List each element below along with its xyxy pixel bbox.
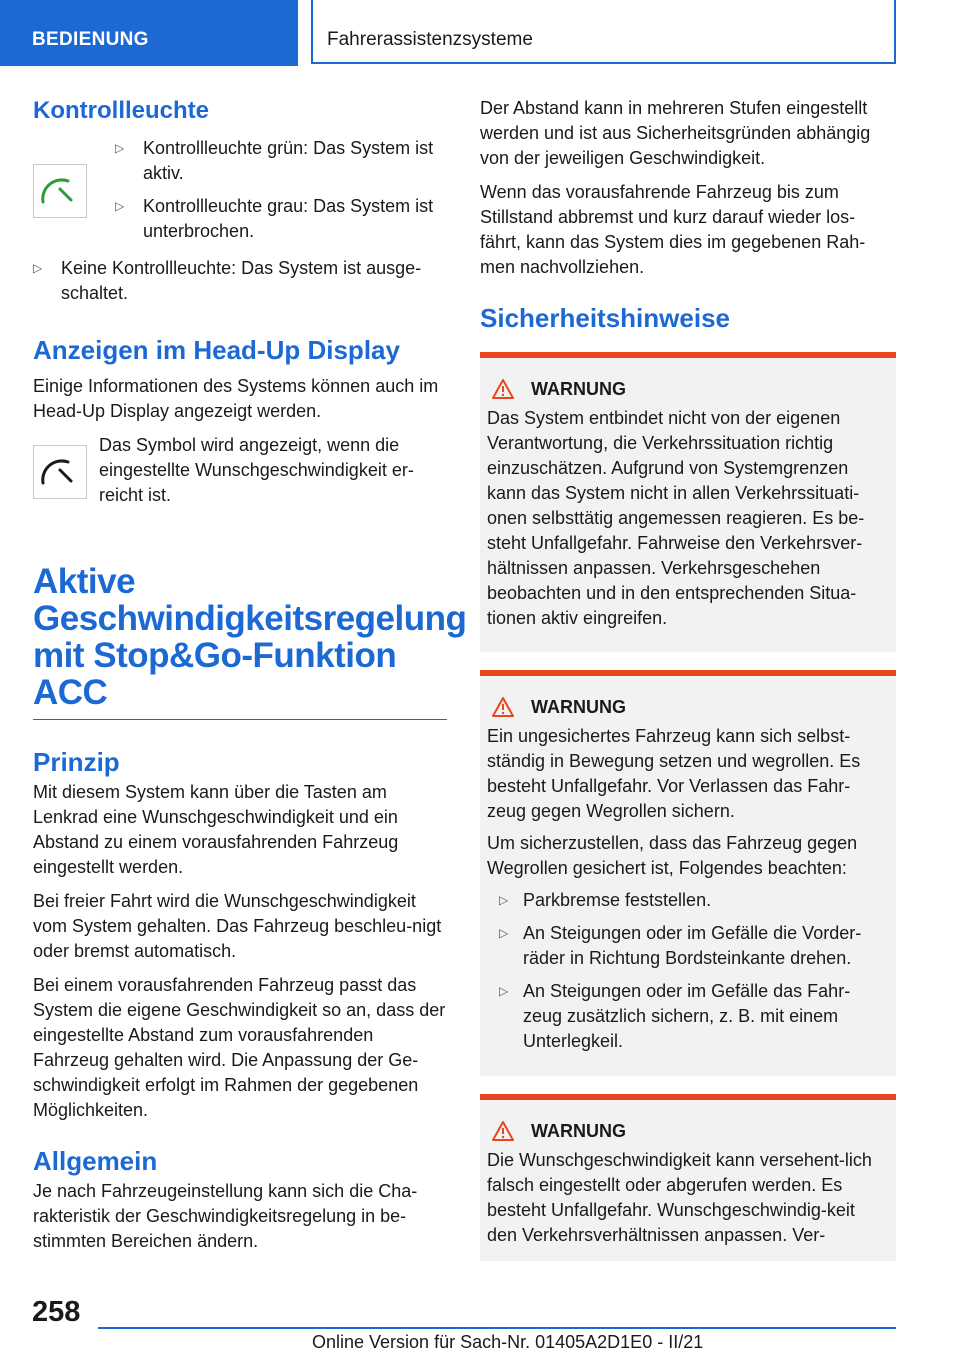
kontrollleuchte-heading: Kontrollleuchte: [33, 97, 210, 124]
list-item: ▷ An Steigungen oder im Gefälle die Vorder-räder in Richtung Bordsteinkante drehen.: [499, 923, 862, 968]
list-item: ▷ Kontrollleuchte grau: Das System ist unterbrochen.: [115, 196, 434, 241]
prinzip-paragraph: Mit diesem System kann über die Tasten am Lenkrad eine Wunschgeschwindigkeit und ein Abstand zu einem vorausfahrenden Fahrzeug eingestellt werden.: [33, 782, 399, 877]
warning-title: WARNUNG: [531, 696, 626, 717]
right-column: [480, 96, 896, 1279]
acc-title: Aktive Geschwindigkeitsregelung mit Stop&Go-Funktion ACC: [33, 563, 447, 720]
hud-heading: Anzeigen im Head-Up Display: [33, 335, 400, 365]
hud-icon-text: Das Symbol wird angezeigt, wenn die eingestellte Wunschgeschwindigkeit er-reicht ist.: [99, 435, 414, 505]
warning-title: WARNUNG: [531, 1120, 626, 1141]
right-paragraph: Der Abstand kann in mehreren Stufen eingestellt werden und ist aus Sicherheitsgründen abhängig von der jeweiligen Geschwindigkeit.: [480, 98, 871, 168]
left-column: [33, 96, 467, 1263]
prinzip-paragraph: Bei einem vorausfahrenden Fahrzeug passt das System die eigene Geschwindigkeit so an, dass der eingestellte Abstand zum vorausfahrenden Fahrzeug gehalten wird. Die Anpassung der Ge-schwindigkeit erfolgt im Rahmen der gegebenen Möglichkeiten.: [33, 975, 446, 1120]
hud-text: Einige Informationen des Systems können auch im Head-Up Display angezeigt werden.: [33, 376, 439, 421]
gauge-green-icon: [33, 164, 87, 218]
sicherheit-heading: Sicherheitshinweise: [480, 303, 730, 333]
warning-text: Das System entbindet nicht von der eigenen Verantwortung, die Verkehrssituation richtig einzuschätzen. Aufgrund von Systemgrenzen kann das System nicht in allen Verkehrssituati-onen selbsttätig angemessen reagieren. Es be-steht Unfallgefahr. Fahrweise den Verkehrsver-hältnissen anpassen. Verkehrsgeschehen beobachten und in den entsprechenden Situa-tionen aktiv eingreifen.: [487, 408, 865, 628]
list-item: ▷ Keine Kontrollleuchte: Das System ist ausge-schaltet.: [33, 258, 422, 303]
footer-divider: [98, 1327, 896, 1329]
chapter-label: Fahrerassistenzsysteme: [311, 0, 896, 64]
warning-list: [487, 888, 889, 1054]
warning-triangle-icon: [491, 696, 515, 718]
warning-box: [480, 670, 896, 1076]
footer-text: Online Version für Sach-Nr. 01405A2D1E0 - II/21: [312, 1332, 704, 1352]
prinzip-heading: Prinzip: [33, 747, 120, 777]
warning-box: [480, 1094, 896, 1261]
list-item: ▷ An Steigungen oder im Gefälle das Fahr-zeug zusätzlich sichern, z. B. mit einem Unterlegkeil.: [499, 981, 851, 1051]
page-number: 258: [32, 1296, 81, 1328]
warning-triangle-icon: [491, 378, 515, 400]
gauge-black-icon: [33, 445, 87, 499]
right-paragraph: Wenn das vorausfahrende Fahrzeug bis zum Stillstand abbremst und kurz darauf wieder los-fährt, kann das System dies im gegebenen Rah-men nachvollziehen.: [480, 182, 866, 277]
list-item: ▷ Parkbremse feststellen.: [499, 890, 712, 910]
kontrollleuchte-icon-row: [33, 136, 447, 252]
prinzip-paragraph: Bei freier Fahrt wird die Wunschgeschwindigkeit vom System gehalten. Das Fahrzeug beschleu-nigt oder bremst automatisch.: [33, 891, 442, 961]
hud-icon-row: [33, 433, 447, 517]
section-label: BEDIENUNG: [0, 0, 298, 66]
allgemein-heading: Allgemein: [33, 1146, 158, 1176]
warning-text: Ein ungesichertes Fahrzeug kann sich selbst-ständig in Bewegung setzen und wegrollen. Es besteht Unfallgefahr. Vor Verlassen das Fahr-zeug gegen Wegrollen sichern.: [487, 726, 861, 821]
warning-triangle-icon: [491, 1120, 515, 1142]
page-header: [0, 0, 960, 66]
allgemein-text: Je nach Fahrzeugeinstellung kann sich die Cha-rakteristik der Geschwindigkeitsregelung in be-stimmten Bereichen ändern.: [33, 1181, 418, 1251]
warning-box: [480, 352, 896, 652]
warning-text: Um sicherzustellen, dass das Fahrzeug gegen Wegrollen gesichert ist, Folgendes beachten:: [487, 833, 858, 878]
list-item: ▷ Kontrollleuchte grün: Das System ist aktiv.: [115, 138, 434, 183]
warning-text: Die Wunschgeschwindigkeit kann versehent-lich falsch eingestellt oder abgerufen werden. Es besteht Unfallgefahr. Wunschgeschwindig-keit den Verkehrsverhältnissen anpassen. Ver-: [487, 1150, 872, 1245]
kontrollleuchte-list: [103, 136, 447, 252]
warning-title: WARNUNG: [531, 378, 626, 399]
kontrollleuchte-extra-list: [33, 256, 447, 306]
